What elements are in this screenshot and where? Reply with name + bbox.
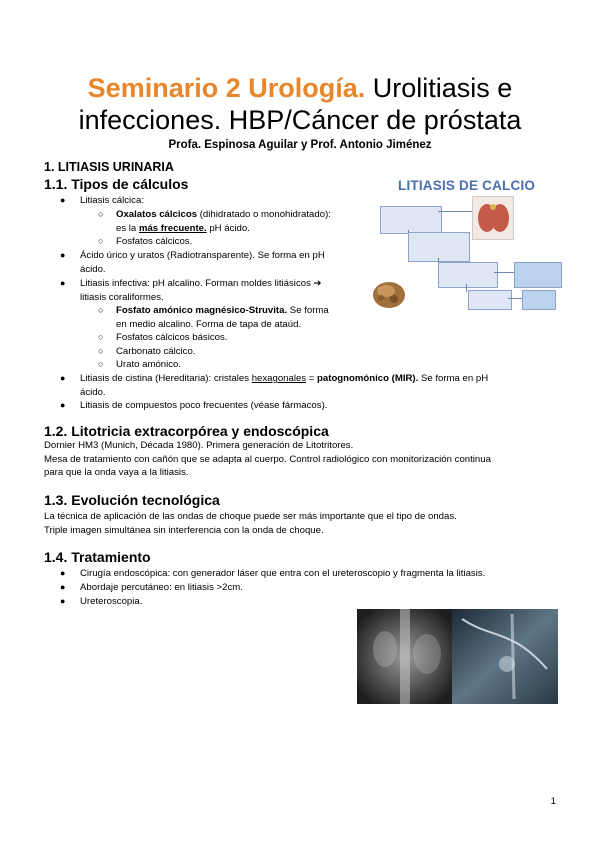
list-item xyxy=(80,277,370,304)
bullet-icon xyxy=(60,373,65,383)
paragraph: para que la onda vaya a la litiasis. xyxy=(44,467,189,478)
list-item: Carbonato cálcico. xyxy=(116,346,196,357)
text: = xyxy=(306,373,318,384)
bullet-icon xyxy=(60,596,65,606)
xray-icon xyxy=(452,609,558,704)
text: Se forma en pH xyxy=(418,373,489,384)
diagram-box xyxy=(380,206,442,234)
text: pH ácido. xyxy=(206,222,250,234)
subsection-heading: 1.4. Tratamiento xyxy=(44,549,151,565)
list-item: Ureteroscopia. xyxy=(80,596,143,607)
text: Litiasis de cistina (Hereditaria): cristales xyxy=(80,373,252,384)
list-item xyxy=(80,249,370,276)
xray-image-abdomen xyxy=(357,609,452,704)
bullet-icon xyxy=(98,332,103,342)
diagram-connector xyxy=(438,211,472,212)
paragraph: La técnica de aplicación de las ondas de choque puede ser más importante que el tipo de ondas. xyxy=(44,511,457,522)
list-item: Litiasis cálcica: xyxy=(80,195,144,206)
bullet-icon xyxy=(98,305,103,315)
page-number: 1 xyxy=(550,796,556,807)
diagram-box xyxy=(408,232,470,262)
bullet-icon xyxy=(60,568,65,578)
diagram-box xyxy=(514,262,562,288)
text-underline: hexagonales xyxy=(251,373,307,384)
text: Litiasis infectiva: pH alcalino. Forman moldes litiásicos ➔ xyxy=(80,278,322,289)
struvite-stone-image xyxy=(369,273,409,313)
text: Ácido úrico y uratos (Radiotransparente). Se forma en pH xyxy=(80,250,325,261)
text: ácido. xyxy=(80,386,106,398)
paragraph: Mesa de tratamiento con cañón que se adapta al cuerpo. Control radiológico con monitorización continua xyxy=(44,454,491,465)
diagram-box xyxy=(468,290,512,310)
list-item: Cirugía endoscópica: con generador láser que entra con el ureteroscopio y fragmenta la litiasis. xyxy=(80,568,486,579)
text: ácido. xyxy=(80,263,106,275)
diagram-box xyxy=(438,262,498,288)
text-bold: Oxalatos cálcicos xyxy=(116,209,198,220)
diagram-connector xyxy=(494,272,514,273)
page-title xyxy=(20,72,580,136)
xray-image-fluoroscopy xyxy=(452,609,558,704)
text-bold-underline: más frecuente. xyxy=(138,222,207,234)
bullet-icon xyxy=(60,278,65,288)
list-item: Urato amónico. xyxy=(116,359,182,370)
authors: Profa. Espinosa Aguilar y Prof. Antonio Jiménez xyxy=(168,139,432,151)
subsection-heading: 1.3. Evolución tecnológica xyxy=(44,492,220,508)
text: es la xyxy=(116,222,139,234)
text: en medio alcalino. Forma de tapa de ataúd. xyxy=(116,318,302,330)
list-item xyxy=(116,304,356,331)
kidney-illustration xyxy=(472,196,514,240)
stone-icon xyxy=(369,273,409,313)
title-line2: infecciones. HBP/Cáncer de próstata xyxy=(78,105,522,135)
list-item: Fosfatos cálcicos. xyxy=(116,236,193,247)
bullet-icon xyxy=(98,236,103,246)
title-highlight: Seminario 2 Urología. xyxy=(87,73,366,103)
text-bold: Fosfato amónico magnésico-Struvita. xyxy=(116,305,288,316)
diagram-box xyxy=(522,290,556,310)
list-item: Fosfatos cálcicos básicos. xyxy=(116,332,228,343)
text-bold: patognomónico (MIR). xyxy=(317,373,419,384)
bullet-icon xyxy=(98,359,103,369)
diagram-connector xyxy=(508,298,522,299)
subsection-heading: 1.1. Tipos de cálculos xyxy=(44,176,189,192)
xray-icon xyxy=(357,609,452,704)
text: (dihidratado o monohidratado): xyxy=(197,209,331,220)
diagram-connector xyxy=(466,284,467,292)
kidney-icon xyxy=(473,197,513,239)
paragraph: Dornier HM3 (Munich, Década 1980). Primera generación de Litotritores. xyxy=(44,440,354,451)
bullet-icon xyxy=(60,250,65,260)
list-item xyxy=(116,208,356,235)
bullet-icon xyxy=(60,400,65,410)
title-rest: Urolitiasis e xyxy=(372,73,513,103)
bullet-icon xyxy=(60,195,65,205)
paragraph: Triple imagen simultánea sin interferencia con la onda de choque. xyxy=(44,525,324,536)
bullet-icon xyxy=(98,209,103,219)
list-item: Litiasis de compuestos poco frecuentes (véase fármacos). xyxy=(80,400,328,411)
bullet-icon xyxy=(98,346,103,356)
text: litiasis coraliformes. xyxy=(80,291,164,303)
diagram-title: LITIASIS DE CALCIO xyxy=(398,178,536,193)
section-heading: 1. LITIASIS URINARIA xyxy=(44,160,174,174)
text: Se forma xyxy=(287,305,329,316)
bullet-icon xyxy=(60,582,65,592)
list-item xyxy=(80,372,560,399)
subsection-heading: 1.2. Litotricia extracorpórea y endoscópica xyxy=(44,423,329,439)
list-item: Abordaje percutáneo: en litiasis >2cm. xyxy=(80,582,243,593)
